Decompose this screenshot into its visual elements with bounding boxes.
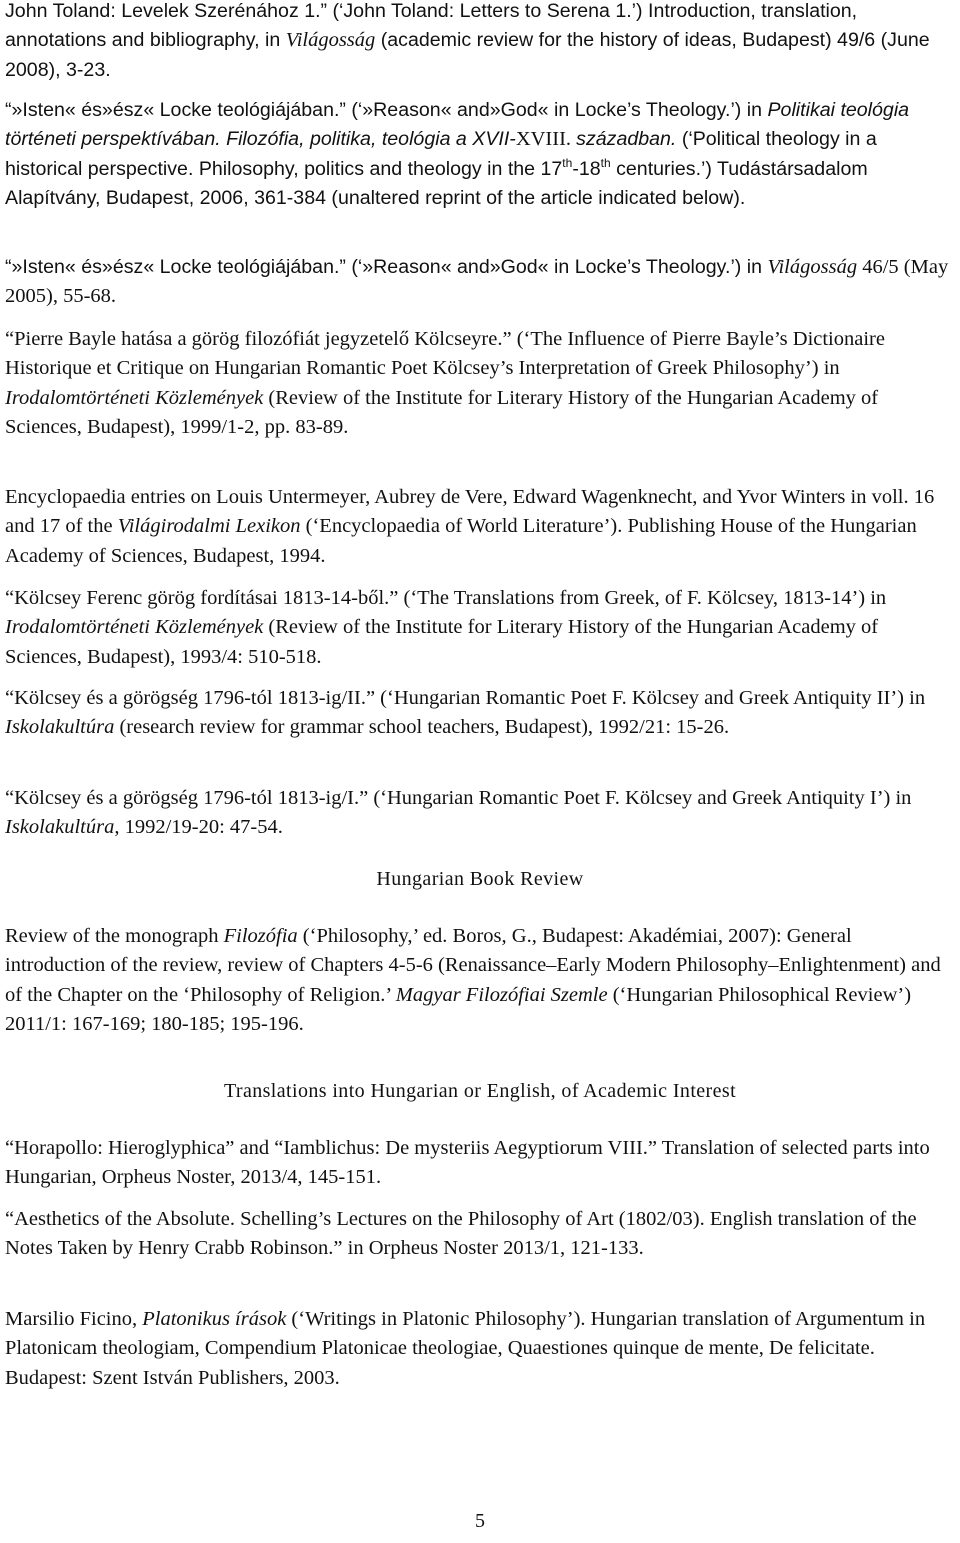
entry-text: “Pierre Bayle hatása a görög filozófiát jegyzetelő Kölcseyre.” (‘The Influence of Pierre Bayle’s Dictionaire Historique et Critique on Hungarian Romantic Poet Kölcsey’s Interpretation of Greek Philosophy’) in [5,328,885,380]
book-title: században. [576,128,677,151]
publication-entry [5,0,950,85]
entry-text: (‘Writings in Platonic Philosophy’). Hungarian translation of Argumentum in Platonicam theologiam, Compendium Platonicae theologiae, Quaestiones quinque de mente, De felicitate. Budapest: Szent István Publishers, 2003. [5,1308,926,1389]
book-title: Filozófia [223,925,298,947]
page-number: 5 [475,1510,485,1532]
entry-text: (research review for grammar school teachers, Budapest), 1992/21: 15-26. [114,716,730,739]
entry-text: (academic review for the history of ideas, Budapest) 49/6 (June 2008), 3-23. [5,29,930,81]
superscript: th [600,155,611,170]
entry-text: centuries.’) Tudástársadalom Alapítvány, Budapest, 2006, 361-384 (unaltered reprint of the article indicated below). [5,157,868,209]
journal-title: Irodalomtörténeti Közlemények [5,616,264,639]
journal-title: Világosság [767,256,858,278]
translation-entry: “Horapollo: Hieroglyphica” and “Iamblichus: De mysteriis Aegyptiorum VIII.” Translation of selected parts into Hungarian, Orpheus Noster, 2013/4, 145-151. [5,1137,930,1189]
entry-text: , 1992/19-20: 47-54. [114,816,283,839]
journal-title: Világirodalmi Lexikon [117,515,301,538]
superscript: th [562,155,573,170]
entry-text: Encyclopaedia entries on Louis Untermeyer, Aubrey de Vere, Edward Wagenknecht, and Yvor Winters in voll. 16 and 17 of the [5,486,935,538]
entry-text: John Toland: Levelek Szerénához 1.” (‘John Toland: Letters to Serena 1.’) Introduction, translation, annotations and bibliography, in [5,0,858,52]
publication-entry [5,253,950,312]
entry-text: (Review of the Institute for Literary History of the Hungarian Academy of Sciences, Budapest), 1993/4: 510-518. [5,616,879,668]
book-title: Politikai teológia történeti perspektívában. Filozófia, politika, teológia a XVII- [5,99,910,151]
section-heading: Translations into Hungarian or English, of Academic Interest [223,1080,737,1102]
entry-text: (‘Philosophy,’ ed. Boros, G., Budapest: Akadémiai, 2007): General introduction of the review, review of Chapters 4-5-6 (Renaissance–Early Modern Philosophy–Enlightenment) and of the Chapter on the ‘Philosophy of Religion.’ [5,925,941,1006]
publication-entry [5,483,950,571]
journal-title: Iskolakultúra [5,716,115,739]
journal-title: Iskolakultúra [5,816,115,839]
entry-text: (Review of the Institute for Literary History of the Hungarian Academy of Sciences, Budapest), 1999/1-2, pp. 83-89. [5,386,879,438]
entry-text: “»Isten« és»ész« Locke teológiájában.” (‘»Reason« and»God« in Locke’s Theology.’) in [5,99,768,121]
journal-title: Irodalomtörténeti Közlemények [5,386,264,409]
publication-entry [5,784,935,843]
entry-text: (‘Hungarian Philosophical Review’) 2011/1: 167-169; 180-185; 195-196. [5,983,912,1035]
translation-entry [5,1305,960,1393]
entry-text: “Kölcsey és a görögség 1796-tól 1813-ig/I.” (‘Hungarian Romantic Poet F. Kölcsey and Greek Antiquity I’) in [5,787,912,809]
publication-entry [5,584,945,672]
entry-text: (‘Political theology in a historical perspective. Philosophy, politics and theology in the 17 [5,128,877,180]
publication-entry [5,325,955,442]
journal-title: Magyar Filozófiai Szemle [395,983,608,1006]
entry-text: “»Isten« és»ész« Locke teológiájában.” (‘»Reason« and»God« in Locke’s Theology.’) in [5,256,768,278]
entry-text: Marsilio Ficino, [5,1308,143,1330]
section-heading: Hungarian Book Review [376,868,584,890]
entry-text: 46/5 (May 2005), 55-68. [5,256,949,308]
publication-entry [5,684,935,743]
publication-entry [5,96,950,213]
book-title: Platonikus írások [142,1308,287,1330]
entry-text: “Kölcsey Ferenc görög fordításai 1813-14-ből.” (‘The Translations from Greek, of F. Kölcsey, 1813-14’) in [5,587,887,609]
entry-text: Review of the monograph [5,925,224,947]
entry-text: XVIII. [515,128,577,151]
entry-text: -18 [572,157,601,180]
entry-text: (‘Encyclopaedia of World Literature’). Publishing House of the Hungarian Academy of Sciences, Budapest, 1994. [5,515,917,567]
entry-text: “Kölcsey és a görögség 1796-tól 1813-ig/II.” (‘Hungarian Romantic Poet F. Kölcsey and Greek Antiquity II’) in [5,687,926,709]
translation-entry: “Aesthetics of the Absolute. Schelling’s Lectures on the Philosophy of Art (1802/03). English translation of the Notes Taken by Henry Crabb Robinson.” in Orpheus Noster 2013/1, 121-133. [5,1208,917,1260]
book-review-entry [5,922,950,1039]
journal-title: Világosság [285,29,376,52]
